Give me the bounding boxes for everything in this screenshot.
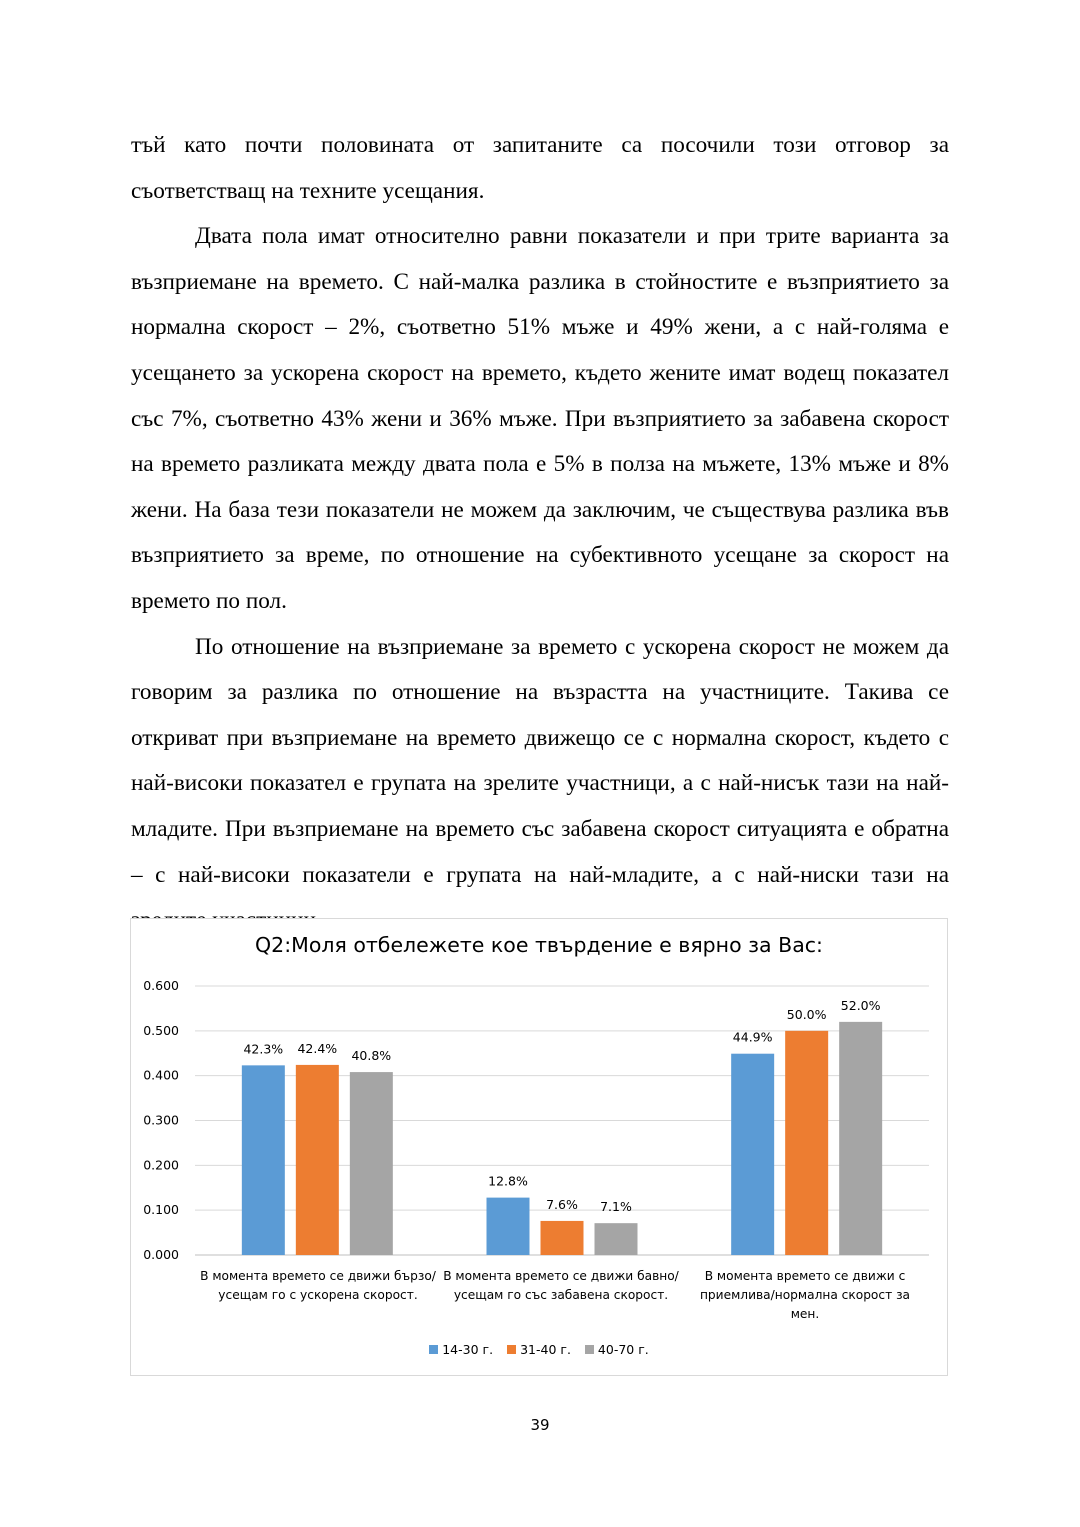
- bar-3-2: [785, 1031, 828, 1255]
- y-tick-label-4: 0.400: [143, 1067, 179, 1083]
- legend-item-2: [507, 1342, 571, 1357]
- bar-1-2: [296, 1065, 339, 1255]
- data-label-1-1: 42.3%: [243, 1041, 284, 1057]
- legend-item-3: [585, 1342, 649, 1357]
- data-label-3-1: 44.9%: [732, 1029, 773, 1045]
- legend-item-1: [429, 1342, 493, 1357]
- category-label-1: В момента времето се движи бързо/усещам го с ускорена скорост.: [200, 1269, 436, 1302]
- paragraph-2: Двата пола имат относително равни показатели и при трите варианта за възприемане на времето. С най-малка разлика в стойностите е възприятието за нормална скорост – 2%, съответно 51% мъже и 49% жени, а с най-голяма е усещането за ускорена скорост на времето, където жените имат водещ показател със 7%, съответно 43% жени и 36% мъже. При възприятието за забавена скорост на времето разликата между двата пола е 5% в полза на мъжете, 13% мъже и 8% жени. На база тези показатели не можем да заключим, че съществува разлика във възприятието за време, по отношение на субективното усещане за скорост на времето по пол.: [131, 223, 949, 614]
- paragraph-1: тъй като почти половината от запитаните са посочили този отговор за съответстващ на техните усещания.: [131, 132, 949, 204]
- page-number: 39: [530, 1416, 550, 1434]
- data-label-2-3: 7.1%: [600, 1199, 632, 1215]
- y-tick-label-5: 0.500: [143, 1022, 179, 1038]
- data-label-3-2: 50.0%: [786, 1006, 827, 1022]
- legend-label-1: 14-30 г.: [442, 1342, 494, 1357]
- data-label-1-2: 42.4%: [297, 1040, 338, 1056]
- legend-label-3: 40-70 г.: [597, 1342, 649, 1357]
- legend-swatch-2: [507, 1345, 516, 1354]
- y-tick-label-2: 0.200: [143, 1157, 179, 1173]
- data-label-2-1: 12.8%: [488, 1173, 528, 1189]
- category-label-3: В момента времето се движи с приемлива/нормална скорост за мен.: [699, 1269, 911, 1321]
- bar-2-2: [541, 1221, 584, 1255]
- legend-swatch-1: [429, 1345, 438, 1354]
- y-tick-label-3: 0.300: [143, 1112, 179, 1128]
- bar-chart: [130, 918, 948, 1376]
- legend-swatch-3: [585, 1345, 594, 1354]
- data-label-1-3: 40.8%: [351, 1048, 392, 1064]
- chart-legend: [131, 1342, 947, 1357]
- bar-1-3: [350, 1072, 393, 1255]
- data-label-3-3: 52.0%: [840, 997, 881, 1013]
- y-tick-label-6: 0.600: [143, 978, 179, 993]
- bar-2-3: [595, 1223, 638, 1255]
- bar-3-1: [731, 1054, 774, 1255]
- y-tick-label-1: 0.100: [143, 1202, 179, 1218]
- paragraph-3: По отношение на възприемане за времето с ускорена скорост не можем да говорим за разлика по отношение на възрастта на участниците. Такива се откриват при възприемане на времето движещо се с нормална скорост, където с най-високи показател е групата на зрелите участници, а с най-нисък тази на най-младите. При възприемане на времето със забавена скорост ситуацията е обратна – с най-високи показатели е групата на най-младите, а с най-ниски тази на: [131, 633, 949, 888]
- bar-1-1: [242, 1065, 285, 1255]
- bar-2-1: [487, 1198, 530, 1255]
- category-label-2: В момента времето се движи бавно/усещам го със забавена скорост.: [443, 1269, 679, 1302]
- y-tick-label-0: 0.000: [143, 1247, 179, 1262]
- chart-title: Q2:Моля отбележете кое твърдение е вярно за Вас:: [255, 933, 823, 957]
- body-text: [131, 123, 949, 944]
- bar-3-3: [839, 1022, 882, 1255]
- data-label-2-2: 7.6%: [546, 1196, 578, 1212]
- legend-label-2: 31-40 г.: [520, 1342, 571, 1357]
